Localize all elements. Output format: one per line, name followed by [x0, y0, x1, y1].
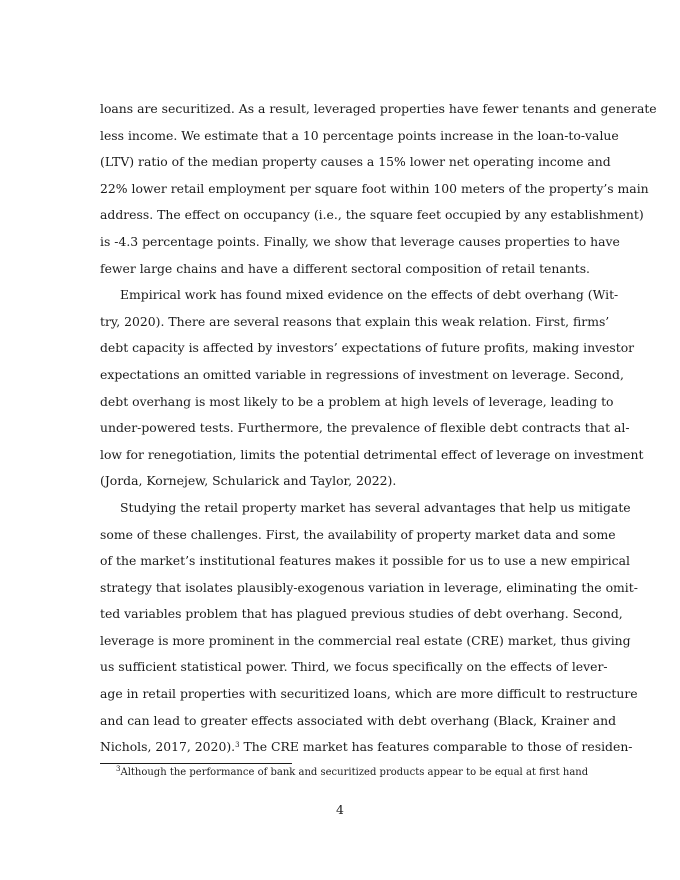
body-text [100, 96, 657, 761]
footnote-reference: 3 [235, 741, 240, 750]
text-line: debt overhang is most likely to be a problem at high levels of leverage, leading to [100, 393, 614, 409]
text-line: address. The effect on occupancy (i.e., the square feet occupied by any establishment) [100, 207, 644, 223]
text-line: Empirical work has found mixed evidence on the effects of debt overhang (Wit- [120, 287, 619, 303]
footnote-divider [100, 763, 292, 764]
text-line-with-footnote-mark [100, 734, 633, 761]
text-line: strategy that isolates plausibly-exogenous variation in leverage, eliminating the omit- [100, 579, 638, 595]
text-line: leverage is more prominent in the commercial real estate (CRE) market, thus giving [100, 632, 631, 648]
text-line: (Jorda, Kornejew, Schularick and Taylor, 2022). [100, 473, 397, 489]
text-line: under-powered tests. Furthermore, the prevalence of flexible debt contracts that al- [100, 420, 630, 436]
page-number: 4 [336, 802, 344, 817]
text-line: some of these challenges. First, the availability of property market data and some [100, 526, 616, 542]
text-line: fewer large chains and have a different sectoral composition of retail tenants. [100, 260, 590, 276]
text-line: loans are securitized. As a result, leveraged properties have fewer tenants and generate [100, 101, 657, 116]
footnote-mark: 3 [116, 765, 121, 773]
text-line: Studying the retail property market has several advantages that help us mitigate [120, 499, 631, 515]
text-line: less income. We estimate that a 10 percentage points increase in the loan-to-value [100, 127, 619, 143]
text-segment: The CRE market has features comparable to those of residen- [239, 739, 633, 755]
text-line: try, 2020). There are several reasons that explain this weak relation. First, firms’ [100, 313, 610, 329]
text-line: expectations an omitted variable in regressions of investment on leverage. Second, [100, 366, 624, 382]
text-line: is -4.3 percentage points. Finally, we show that leverage causes properties to have [100, 233, 620, 249]
text-line: (LTV) ratio of the median property causes a 15% lower net operating income and [100, 154, 611, 170]
text-line: ted variables problem that has plagued previous studies of debt overhang. Second, [100, 606, 623, 622]
text-line: of the market’s institutional features makes it possible for us to use a new empirical [100, 553, 630, 569]
text-line: 22% lower retail employment per square foot within 100 meters of the property’s main [100, 180, 649, 196]
text-line: age in retail properties with securitized loans, which are more difficult to restructure [100, 686, 638, 702]
text-segment: Nichols, 2017, 2020). [100, 739, 236, 755]
footnote-text: Although the performance of bank and securitized products appear to be equal at first hand [120, 767, 589, 778]
text-line: and can lead to greater effects associated with debt overhang (Black, Krainer and [100, 712, 617, 728]
text-line: low for renegotiation, limits the potential detrimental effect of leverage on investment [100, 446, 644, 462]
text-line: us sufficient statistical power. Third, we focus specifically on the effects of lever- [100, 659, 608, 675]
footnote [100, 765, 589, 780]
text-line: debt capacity is affected by investors’ expectations of future profits, making investor [100, 340, 635, 356]
